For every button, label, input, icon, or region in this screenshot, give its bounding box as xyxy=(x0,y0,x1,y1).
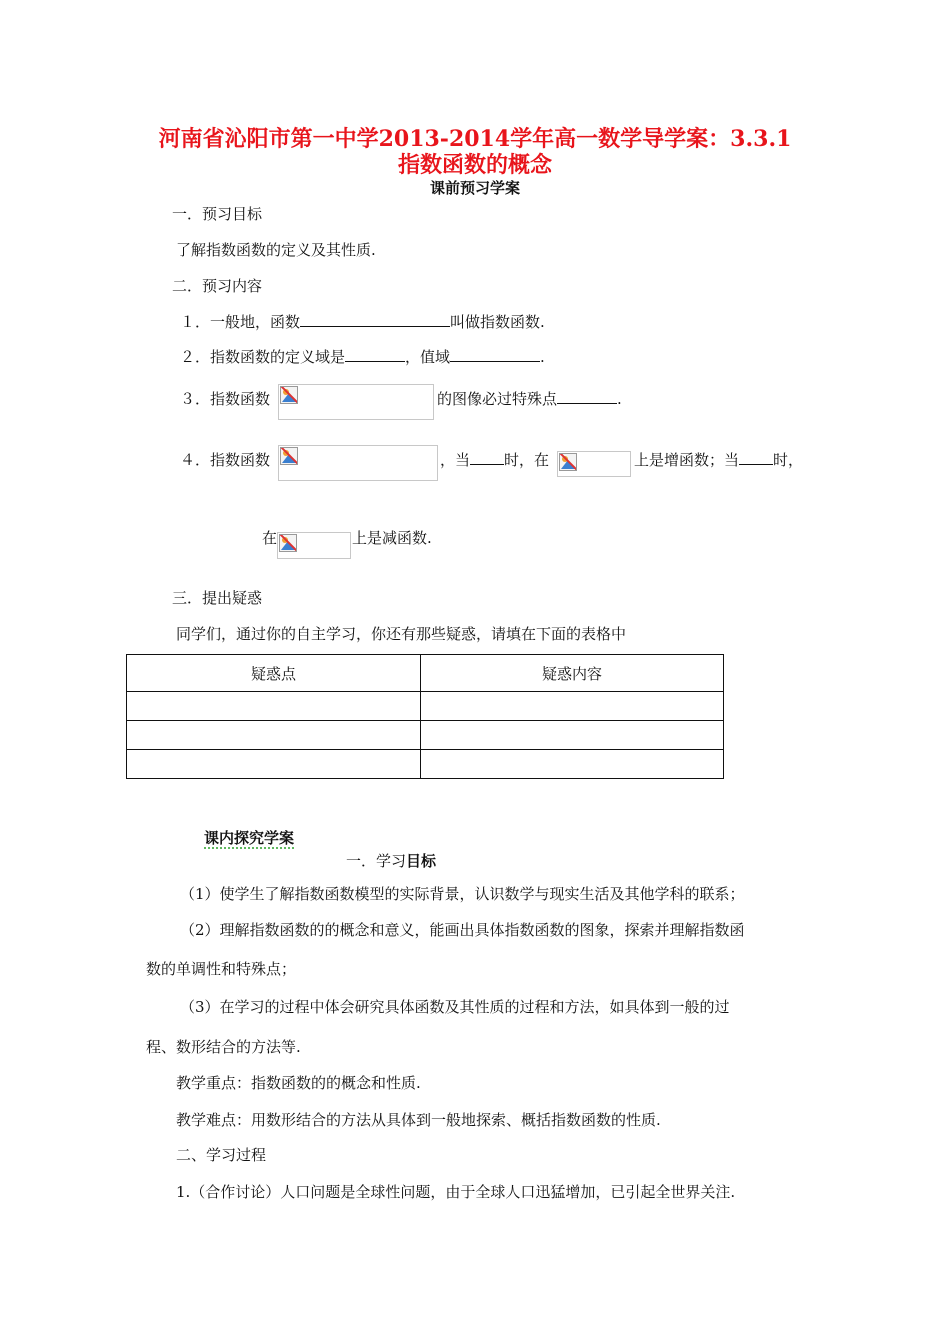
formula-image xyxy=(277,532,351,559)
process-heading: 二、学习过程 xyxy=(176,1146,267,1164)
table-row xyxy=(127,692,724,721)
broken-image-icon xyxy=(280,447,298,465)
section3-text: 同学们，通过你的自主学习，你还有那些疑惑，请填在下面的表格中 xyxy=(176,625,627,643)
formula-image xyxy=(278,384,434,420)
item4-increasing: 上是增函数；当 时， xyxy=(634,451,804,469)
table-row xyxy=(127,750,724,779)
doc-title-line1: 河南省沁阳市第一中学2013-2014学年高一数学导学案：3.3.1 xyxy=(158,126,792,152)
table-header-cell: 疑惑内容 xyxy=(421,655,724,692)
item3-prefix: ３．指数函数 xyxy=(180,390,271,408)
item4-condition: ，当 时，在 xyxy=(440,451,550,469)
item4-decreasing: 上是减函数. xyxy=(352,529,432,547)
table-row xyxy=(127,721,724,750)
process-item-1: 1.（合作讨论）人口问题是全球性问题，由于全球人口迅猛增加，已引起全世界关注. xyxy=(176,1183,736,1201)
broken-image-icon xyxy=(279,534,297,552)
section3-heading: 三．提出疑惑 xyxy=(172,589,263,607)
section2-heading: 二．预习内容 xyxy=(172,277,263,295)
fill-blank[interactable] xyxy=(557,390,617,404)
fill-blank[interactable] xyxy=(470,451,504,465)
goal-3-line2: 程、数形结合的方法等. xyxy=(146,1038,301,1056)
formula-image xyxy=(557,451,631,477)
table-header-cell: 疑惑点 xyxy=(127,655,421,692)
table-cell[interactable] xyxy=(127,750,421,779)
item3-suffix: 的图像必过特殊点 . xyxy=(437,390,622,408)
goal-heading: 一．学习目标 xyxy=(346,852,437,870)
goal-2-line1: （2）理解指数函数的的概念和意义，能画出具体指数函数的图象，探索并理解指数函 xyxy=(180,921,745,939)
broken-image-icon xyxy=(280,386,298,404)
table-header-row xyxy=(127,655,724,692)
item4-prefix: ４．指数函数 xyxy=(180,451,271,469)
table-cell[interactable] xyxy=(127,692,421,721)
table-cell[interactable] xyxy=(127,721,421,750)
goal-2-line2: 数的单调性和特殊点； xyxy=(146,960,297,978)
fill-blank[interactable] xyxy=(739,451,773,465)
goal-3-line1: （3）在学习的过程中体会研究具体函数及其性质的过程和方法，如具体到一般的过 xyxy=(180,998,730,1016)
goal-1: （1）使学生了解指数函数模型的实际背景，认识数学与现实生活及其他学科的联系； xyxy=(180,885,745,903)
doubt-table xyxy=(126,654,724,779)
difficulty: 教学难点：用数形结合的方法从具体到一般地探索、概括指数函数的性质. xyxy=(176,1111,661,1129)
table-cell[interactable] xyxy=(421,721,724,750)
inclass-heading: 课内探究学案 xyxy=(204,829,295,847)
fill-blank[interactable] xyxy=(450,348,540,362)
doc-subtitle: 课前预习学案 xyxy=(429,179,520,197)
item2: ２．指数函数的定义域是 ，值域 . xyxy=(180,348,545,366)
table-cell[interactable] xyxy=(421,750,724,779)
broken-image-icon xyxy=(559,453,577,471)
item4-line2-prefix: 在 xyxy=(262,529,278,547)
key-point: 教学重点：指数函数的的概念和性质. xyxy=(176,1074,421,1092)
section1-heading: 一．预习目标 xyxy=(172,205,263,223)
table-cell[interactable] xyxy=(421,692,724,721)
formula-image xyxy=(278,445,438,481)
fill-blank[interactable] xyxy=(345,348,405,362)
fill-blank[interactable] xyxy=(300,313,450,327)
section1-text: 了解指数函数的定义及其性质. xyxy=(176,241,376,259)
item1: １．一般地，函数 叫做指数函数. xyxy=(180,313,545,331)
doc-title-line2: 指数函数的概念 xyxy=(397,152,552,178)
